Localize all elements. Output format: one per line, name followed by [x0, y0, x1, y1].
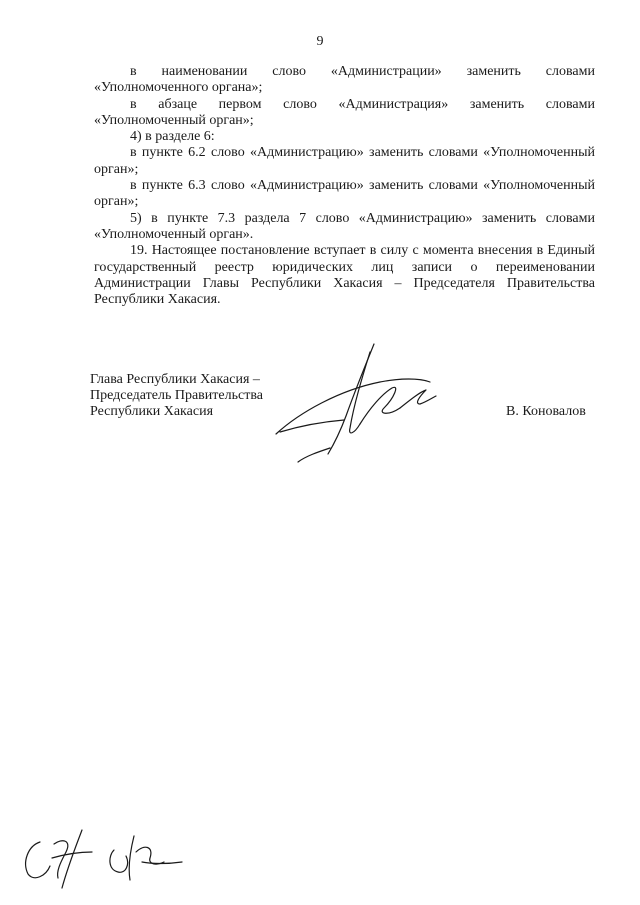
- signer-position: [90, 372, 263, 421]
- signer-position-line-3: Республики Хакасия: [90, 404, 214, 420]
- paragraph-4: в пункте 6.2 слово «Администрацию» заменить словами «Уполномоченный орган»;: [94, 145, 595, 177]
- signer-position-line-2: Председатель Правительства: [90, 388, 263, 404]
- paragraph-7: 19. Настоящее постановление вступает в силу с момента внесения в Единый государственный реестр юридических лиц записи о переименовании Администрации Главы Республики Хакасия – Председателя Правительства Республики Хакасия.: [94, 243, 595, 308]
- signer-name: В. Коновалов: [506, 404, 586, 419]
- initials-icon: [18, 822, 188, 892]
- paragraph-5: в пункте 6.3 слово «Администрацию» заменить словами «Уполномоченный орган»;: [94, 178, 595, 210]
- paragraph-3: 4) в разделе 6:: [130, 129, 215, 145]
- document-body: [94, 64, 595, 308]
- signature-icon: [270, 338, 440, 468]
- page-number: 9: [316, 34, 324, 49]
- paragraph-1: в наименовании слово «Администрации» заменить словами «Уполномоченного органа»;: [94, 64, 595, 96]
- signer-position-line-1: Глава Республики Хакасия –: [90, 372, 260, 387]
- paragraph-6: 5) в пункте 7.3 раздела 7 слово «Администрацию» заменить словами «Уполномоченный орган».: [94, 210, 595, 242]
- paragraph-2: в абзаце первом слово «Администрация» заменить словами «Уполномоченный орган»;: [94, 96, 595, 128]
